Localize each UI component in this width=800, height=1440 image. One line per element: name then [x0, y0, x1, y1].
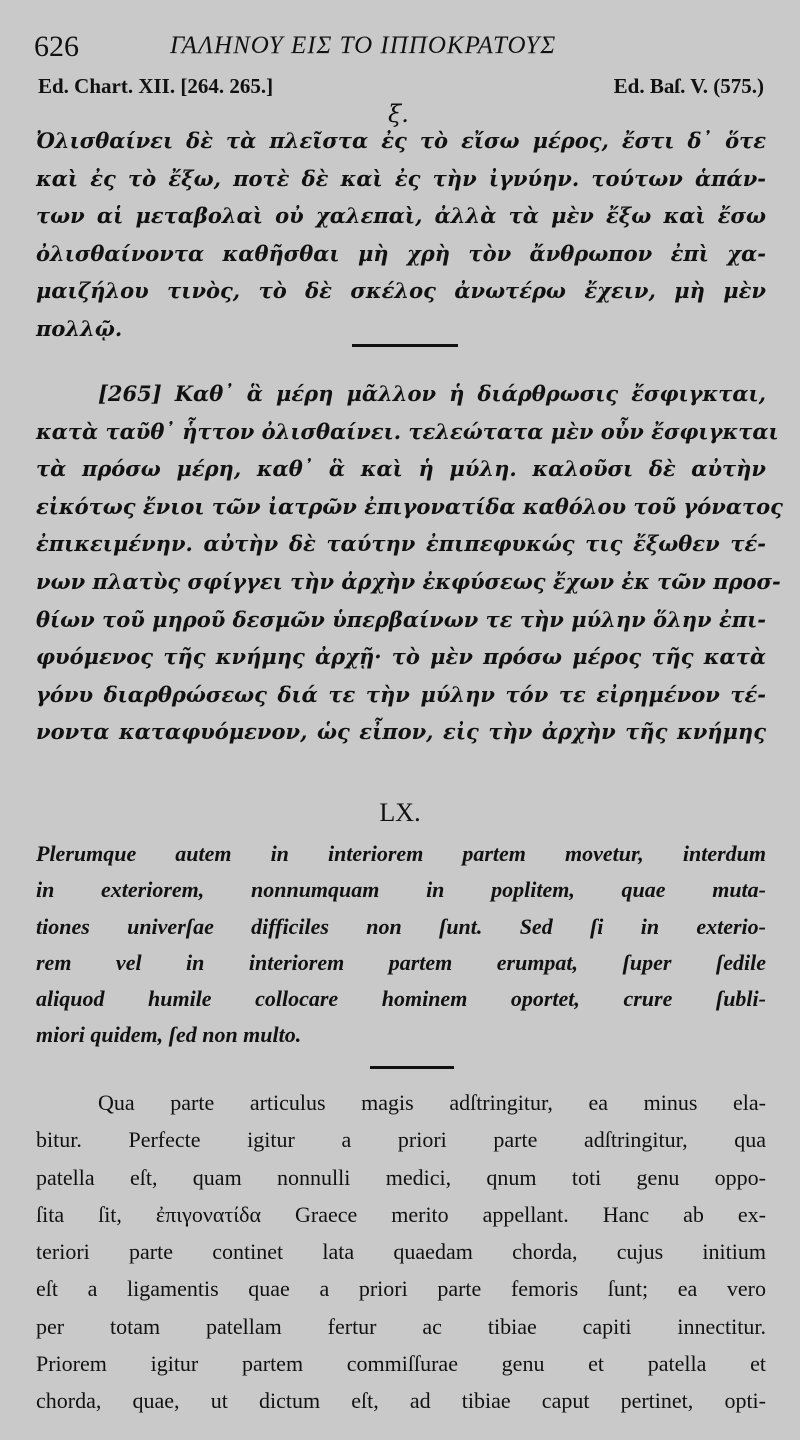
- edition-reference-right: Ed. Baſ. V. (575.): [613, 74, 764, 98]
- text-line: [265] Καθ᾽ ἃ μέρη μᾶλλον ἡ διάρθρωσις ἔσφιγκται,: [98, 381, 766, 406]
- text-line: patella eſt, quam nonnulli medici, qnum toti genu oppo-: [36, 1164, 766, 1190]
- text-line: γόνυ διαρθρώσεως διά τε τὴν μύλην τόν τε εἰρημένον τέ-: [36, 681, 766, 707]
- text-line: θίων τοῦ μηροῦ δεσμῶν ὑπερβαίνων τε τὴν μύλην ὅλην ἐπι-: [36, 606, 766, 632]
- text-line: καὶ ἐς τὸ ἔξω, ποτὲ δὲ καὶ ἐς τὴν ἰγνύην. τούτων ἁπάν-: [36, 165, 766, 191]
- greek-section-marker: ξ.: [388, 100, 409, 128]
- text-line: ὀλισθαίνοντα καθῆσθαι μὴ χρὴ τὸν ἄνθρωπον ἐπὶ χα-: [36, 240, 766, 266]
- text-line: per totam patellam fertur ac tibiae capiti innectitur.: [36, 1313, 766, 1339]
- text-line: miori quidem, ſed non multo.: [36, 1022, 302, 1048]
- running-title: ΓΑΛΗΝΟΥ ΕΙΣ ΤΟ ΙΠΠΟΚΡΑΤΟΥΣ: [170, 32, 557, 59]
- text-line: νοντα καταφυόμενον, ὡς εἶπον, εἰς τὴν ἀρχὴν τῆς κνήμης: [36, 719, 766, 745]
- text-line: τὰ πρόσω μέρη, καθ᾽ ἃ καὶ ἡ μύλη. καλοῦσι δὲ αὐτὴν: [36, 456, 766, 482]
- text-line: Ὀλισθαίνει δὲ τὰ πλεῖστα ἐς τὸ εἴσω μέρος, ἔστι δ᾽ ὅτε: [36, 128, 766, 153]
- text-line: εἰκότως ἔνιοι τῶν ἰατρῶν ἐπιγονατίδα καθόλου τοῦ γόνατος: [36, 493, 783, 519]
- edition-reference-left: Ed. Chart. XII. [264. 265.]: [38, 74, 274, 98]
- text-line: aliquod humile collocare hominem oportet, crure ſubli-: [36, 986, 766, 1012]
- text-line: νων πλατὺς σφίγγει τὴν ἀρχὴν ἐκφύσεως ἔχων ἐκ τῶν προσ-: [36, 568, 781, 594]
- text-line: φυόμενος τῆς κνήμης ἀρχῇ· τὸ μὲν πρόσω μέρος τῆς κατὰ: [36, 644, 766, 670]
- text-line: tiones univerſae difficiles non ſunt. Sed ſi in exterio-: [36, 913, 766, 939]
- text-line: ſita ſit, ἐπιγονατίδα Graece merito appellant. Hanc ab ex-: [36, 1201, 766, 1227]
- text-line: των αἱ μεταβολαὶ οὐ χαλεπαὶ, ἀλλὰ τὰ μὲν ἔξω καὶ ἔσω: [36, 203, 766, 229]
- text-line: in exteriorem, nonnumquam in poplitem, quae muta-: [36, 877, 766, 903]
- text-line: eſt a ligamentis quae a priori parte femoris ſunt; ea vero: [36, 1276, 766, 1302]
- text-line: ἐπικειμένην. αὐτὴν δὲ ταύτην ἐπιπεφυκώς τις ἔξωθεν τέ-: [36, 531, 766, 557]
- text-line: Priorem igitur partem commiſſurae genu et patella et: [36, 1351, 766, 1377]
- text-line: chorda, quae, ut dictum eſt, ad tibiae caput pertinet, opti-: [36, 1388, 766, 1414]
- text-line: Qua parte articulus magis adſtringitur, ea minus ela-: [98, 1090, 766, 1115]
- page-number: 626: [34, 30, 79, 63]
- text-line: μαιζήλου τινὸς, τὸ δὲ σκέλος ἀνωτέρω ἔχειν, μὴ μὲν: [36, 278, 766, 304]
- greek-commentary: [36, 375, 783, 751]
- text-line: πολλῷ.: [36, 315, 123, 341]
- section-rule: [370, 1066, 454, 1069]
- latin-aphorism: [36, 836, 766, 1054]
- section-rule: [352, 344, 458, 347]
- section-title: LX.: [379, 798, 421, 827]
- text-line: Plerumque autem in interiorem partem movetur, interdum: [36, 841, 766, 866]
- text-line: κατὰ ταῦθ᾽ ἧττον ὀλισθαίνει. τελεώτατα μὲν οὖν ἔσφιγκται: [36, 418, 779, 444]
- greek-aphorism: [36, 122, 766, 348]
- text-line: teriori parte continet lata quaedam chorda, cujus initium: [36, 1239, 766, 1265]
- latin-commentary: [36, 1084, 766, 1420]
- text-line: bitur. Perfecte igitur a priori parte adſtringitur, qua: [36, 1127, 766, 1153]
- text-line: rem vel in interiorem partem erumpat, ſuper ſedile: [36, 949, 766, 975]
